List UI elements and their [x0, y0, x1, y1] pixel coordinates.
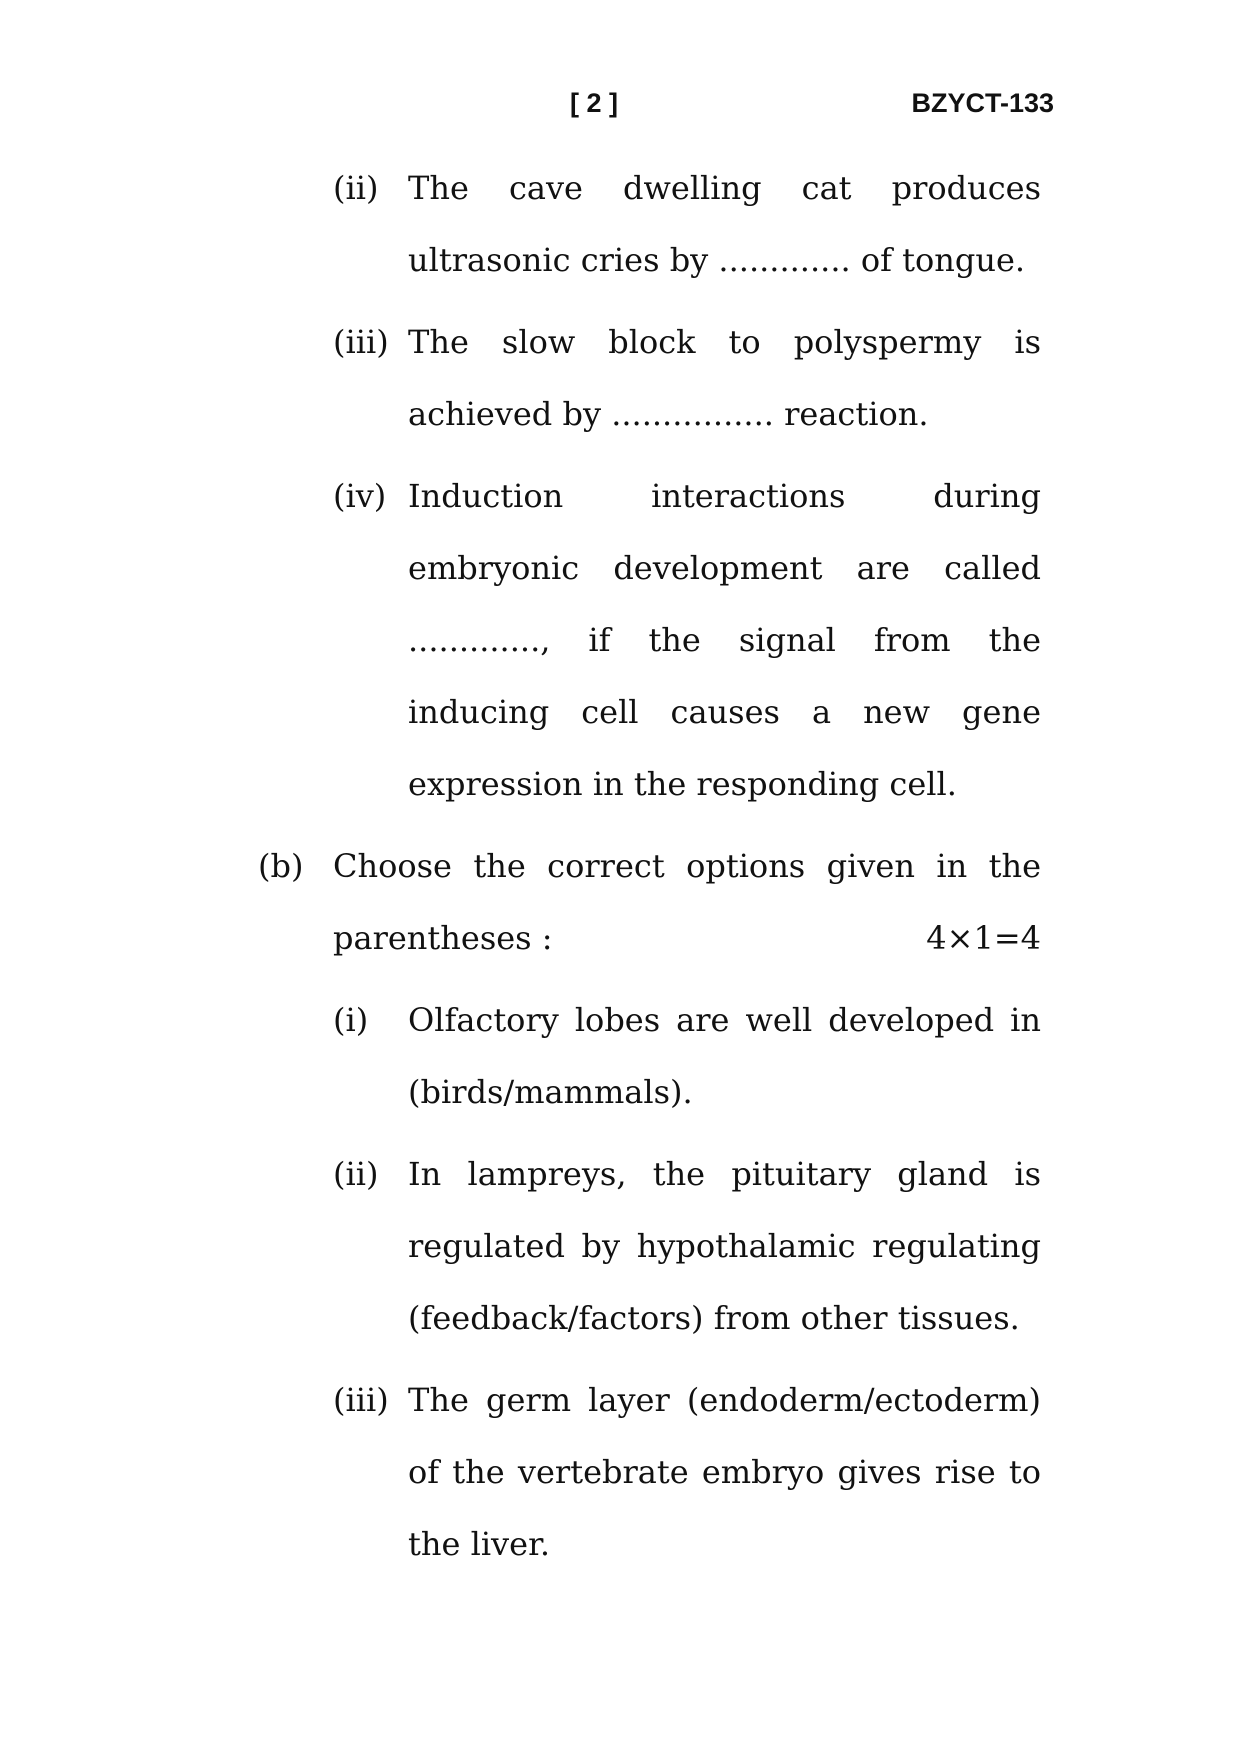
question-label: (b): [258, 847, 304, 885]
question-label: (i): [333, 1001, 369, 1039]
question-b-ii: [0, 1138, 1241, 1354]
question-instruction: Choose the correct options given in the: [333, 847, 1041, 885]
question-content: [0, 152, 1241, 1590]
question-b: [0, 830, 1241, 974]
question-text: Olfactory lobes are well developed in (birds/mammals).: [408, 1001, 1041, 1111]
question-a-ii: [0, 152, 1241, 296]
paper-code: BZYCT-133: [911, 88, 1054, 118]
question-label: (iv): [333, 477, 387, 515]
question-text: In lampreys, the pituitary gland is regulated by hypothalamic regulating (feedback/factors) from other tissues.: [408, 1155, 1041, 1337]
instruction-marks-row: [333, 902, 1041, 974]
page-number: [ 2 ]: [570, 88, 619, 118]
question-a-iii: [0, 306, 1241, 450]
question-label: (ii): [333, 1155, 379, 1193]
question-instruction-continued: parentheses :: [333, 919, 553, 957]
question-label: (iii): [333, 323, 389, 361]
question-text: The germ layer (endoderm/ectoderm) of the vertebrate embryo gives rise to the liver.: [408, 1381, 1041, 1563]
question-b-iii: [0, 1364, 1241, 1580]
question-a-iv: [0, 460, 1241, 820]
question-label: (iii): [333, 1381, 389, 1419]
question-b-i: [0, 984, 1241, 1128]
marks-allocation: 4×1=4: [926, 919, 1041, 957]
page-header: [0, 88, 1241, 128]
question-text: Induction interactions during embryonic development are called ............., if the signal from the inducing cell causes a new gene expression in the responding cell.: [408, 477, 1041, 803]
question-label: (ii): [333, 169, 379, 207]
question-text: The slow block to polyspermy is achieved by ................ reaction.: [408, 323, 1041, 433]
question-text: The cave dwelling cat produces ultrasonic cries by ............. of tongue.: [408, 169, 1041, 279]
